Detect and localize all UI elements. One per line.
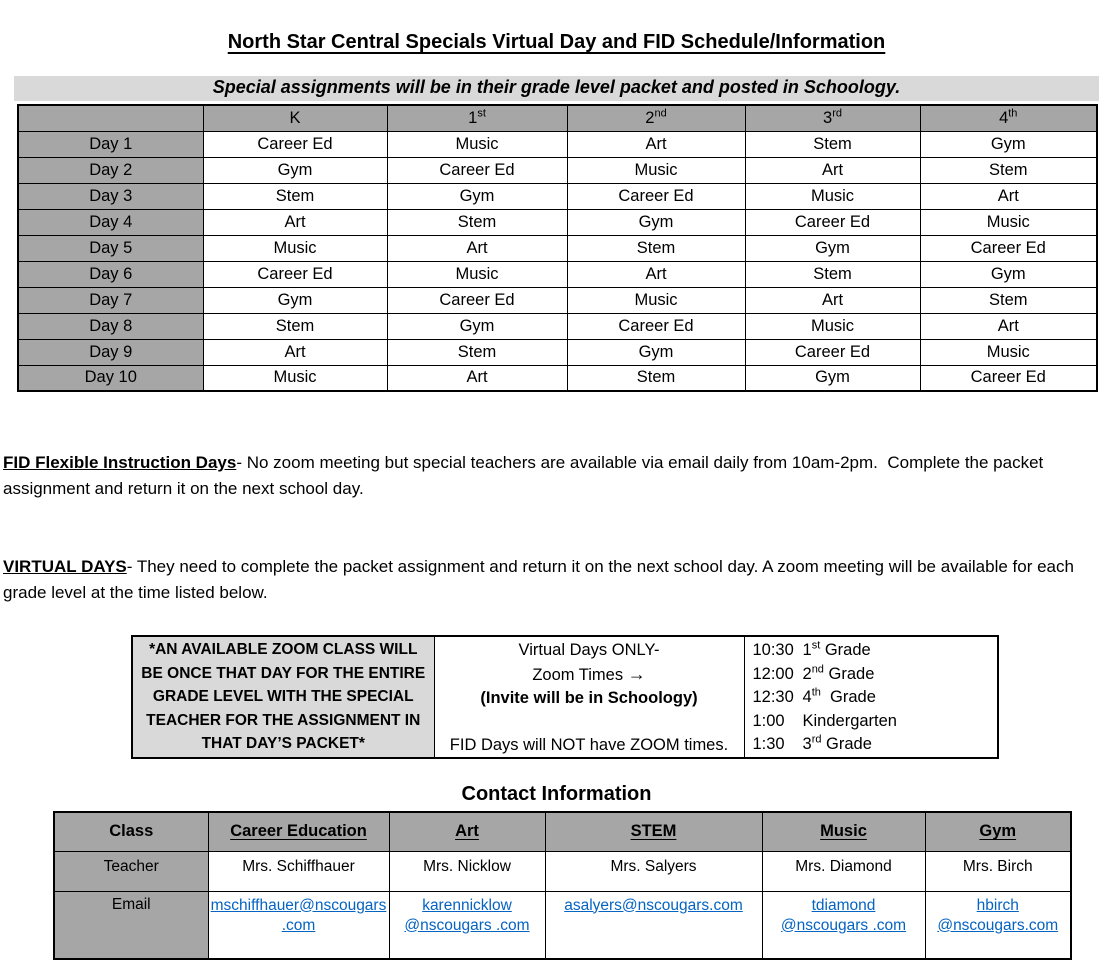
schedule-cell: Art — [920, 183, 1097, 209]
schedule-cell: Stem — [387, 339, 567, 365]
email-link-stem[interactable]: asalyers@nscougars.com — [564, 896, 743, 914]
schedule-cell: Gym — [387, 183, 567, 209]
contact-header-row — [54, 812, 1071, 851]
email-row-label: Email — [54, 891, 208, 959]
table-row — [18, 261, 1097, 287]
grade-header-2nd: 2nd — [567, 105, 745, 131]
class-header: Class — [54, 812, 208, 851]
email-cell — [545, 891, 762, 959]
schedule-cell: Gym — [567, 339, 745, 365]
schedule-cell: Stem — [920, 157, 1097, 183]
schedule-cell: Art — [387, 235, 567, 261]
schedule-cell: Art — [387, 365, 567, 391]
schedule-cell: Gym — [745, 235, 920, 261]
schedule-cell: Career Ed — [745, 209, 920, 235]
page-title: North Star Central Specials Virtual Day and FID Schedule/Information — [227, 31, 886, 53]
schedule-cell: Gym — [203, 287, 387, 313]
schedule-cell: Music — [203, 235, 387, 261]
fid-paragraph: FID Flexible Instruction Days- No zoom meeting but special teachers are available via email daily from 10am-2pm. Complete the packet assignment and return it on the next school day. — [3, 453, 1048, 498]
zoom-time-item: 10:30 1st Grade — [752, 639, 871, 659]
email-row — [54, 891, 1071, 959]
day-label: Day 3 — [18, 183, 203, 209]
subject-header-career-education: Career Education — [208, 812, 389, 851]
zoom-class-note: *AN AVAILABLE ZOOM CLASS WILL BE ONCE THAT DAY FOR THE ENTIRE GRADE LEVEL WITH THE SPECIAL TEACHER FOR THE ASSIGNMENT IN THAT DAY’S PACKET* — [132, 636, 434, 758]
day-label: Day 6 — [18, 261, 203, 287]
teacher-name: Mrs. Diamond — [762, 851, 925, 891]
zoom-time-item: 1:00 Kindergarten — [752, 711, 897, 730]
schedule-cell: Career Ed — [567, 183, 745, 209]
schedule-cell: Career Ed — [203, 131, 387, 157]
schedule-cell: Stem — [745, 131, 920, 157]
schedule-cell: Career Ed — [387, 287, 567, 313]
contact-information-heading: Contact Information — [461, 783, 652, 805]
schedule-cell: Music — [567, 287, 745, 313]
table-row — [18, 157, 1097, 183]
email-link-music[interactable]: tdiamond @nscougars .com — [780, 896, 907, 934]
virtual-days-only-label: Virtual Days ONLY- — [518, 641, 660, 659]
teacher-row-label: Teacher — [54, 851, 208, 891]
schedule-cell: Stem — [567, 235, 745, 261]
grade-header-k: K — [203, 105, 387, 131]
grade-header-3rd: 3rd — [745, 105, 920, 131]
zoom-info-table — [131, 635, 999, 759]
schedule-cell: Stem — [745, 261, 920, 287]
virtual-days-paragraph: VIRTUAL DAYS- They need to complete the packet assignment and return it on the next school day. A zoom meeting will be available for each grade level at the time listed below. — [3, 557, 1079, 602]
day-label: Day 2 — [18, 157, 203, 183]
schedule-cell: Music — [745, 183, 920, 209]
teacher-name: Mrs. Salyers — [545, 851, 762, 891]
zoom-time-item: 12:30 4th Grade — [752, 686, 876, 706]
schedule-cell: Stem — [920, 287, 1097, 313]
zoom-time-item: 1:30 3rd Grade — [752, 733, 872, 753]
table-row — [18, 287, 1097, 313]
day-label: Day 4 — [18, 209, 203, 235]
day-label: Day 8 — [18, 313, 203, 339]
schedule-cell: Music — [745, 313, 920, 339]
invite-note: (Invite will be in Schoology) — [480, 689, 698, 707]
teacher-name: Mrs. Nicklow — [389, 851, 545, 891]
table-row — [18, 131, 1097, 157]
grade-header-4th: 4th — [920, 105, 1097, 131]
schedule-cell: Stem — [567, 365, 745, 391]
email-cell — [389, 891, 545, 959]
email-cell — [762, 891, 925, 959]
virtual-days-lead: VIRTUAL DAYS — [3, 557, 127, 576]
schedule-corner-cell — [18, 105, 203, 131]
table-row — [18, 313, 1097, 339]
table-row — [18, 339, 1097, 365]
email-cell — [208, 891, 389, 959]
schedule-cell: Career Ed — [920, 235, 1097, 261]
schedule-cell: Art — [567, 131, 745, 157]
zoom-time-item: 12:00 2nd Grade — [752, 663, 875, 683]
schedule-cell: Career Ed — [387, 157, 567, 183]
day-label: Day 9 — [18, 339, 203, 365]
schedule-cell: Music — [920, 339, 1097, 365]
schedule-cell: Stem — [203, 183, 387, 209]
zoom-times-list — [744, 636, 998, 758]
teacher-name: Mrs. Schiffhauer — [208, 851, 389, 891]
schedule-cell: Music — [387, 261, 567, 287]
schedule-cell: Gym — [387, 313, 567, 339]
email-cell — [925, 891, 1071, 959]
schedule-cell: Art — [745, 287, 920, 313]
fid-lead: FID Flexible Instruction Days — [3, 453, 237, 472]
teacher-name: Mrs. Birch — [925, 851, 1071, 891]
schedule-cell: Art — [745, 157, 920, 183]
day-label: Day 1 — [18, 131, 203, 157]
schedule-cell: Music — [387, 131, 567, 157]
table-row — [18, 235, 1097, 261]
schedule-cell: Art — [920, 313, 1097, 339]
subject-header-gym: Gym — [925, 812, 1071, 851]
subject-header-music: Music — [762, 812, 925, 851]
grade-header-1st: 1st — [387, 105, 567, 131]
day-label: Day 7 — [18, 287, 203, 313]
schedule-cell: Stem — [203, 313, 387, 339]
schedule-cell: Art — [567, 261, 745, 287]
schedule-cell: Career Ed — [567, 313, 745, 339]
schedule-cell: Music — [567, 157, 745, 183]
banner-note: Special assignments will be in their grade level packet and posted in Schoology. — [14, 76, 1099, 101]
table-row — [18, 365, 1097, 391]
email-link-art[interactable]: karennicklow @nscougars .com — [404, 896, 530, 934]
table-row — [18, 183, 1097, 209]
schedule-cell: Gym — [920, 261, 1097, 287]
schedule-cell: Stem — [387, 209, 567, 235]
schedule-cell: Gym — [745, 365, 920, 391]
schedule-cell: Career Ed — [745, 339, 920, 365]
email-link-gym[interactable]: hbirch @nscougars.com — [937, 896, 1059, 934]
schedule-cell: Art — [203, 339, 387, 365]
schedule-header-row — [18, 105, 1097, 131]
specials-schedule-table — [17, 104, 1098, 392]
schedule-cell: Career Ed — [203, 261, 387, 287]
contact-table — [53, 811, 1072, 960]
subject-header-art: Art — [389, 812, 545, 851]
schedule-cell: Career Ed — [920, 365, 1097, 391]
schedule-cell: Gym — [920, 131, 1097, 157]
schedule-cell: Gym — [203, 157, 387, 183]
day-label: Day 5 — [18, 235, 203, 261]
zoom-times-label-cell — [434, 636, 744, 758]
schedule-cell: Art — [203, 209, 387, 235]
table-row — [18, 209, 1097, 235]
schedule-cell: Music — [920, 209, 1097, 235]
subject-header-stem: STEM — [545, 812, 762, 851]
right-arrow-icon: → — [627, 663, 646, 684]
schedule-cell: Music — [203, 365, 387, 391]
teacher-row — [54, 851, 1071, 891]
schedule-cell: Gym — [567, 209, 745, 235]
fid-no-zoom-note: FID Days will NOT have ZOOM times. — [449, 735, 729, 754]
zoom-times-label: Zoom Times → — [532, 663, 646, 684]
day-label: Day 10 — [18, 365, 203, 391]
blank-line — [435, 711, 744, 734]
email-link-career-education[interactable]: mschiffhauer@nscougars .com — [210, 896, 387, 934]
